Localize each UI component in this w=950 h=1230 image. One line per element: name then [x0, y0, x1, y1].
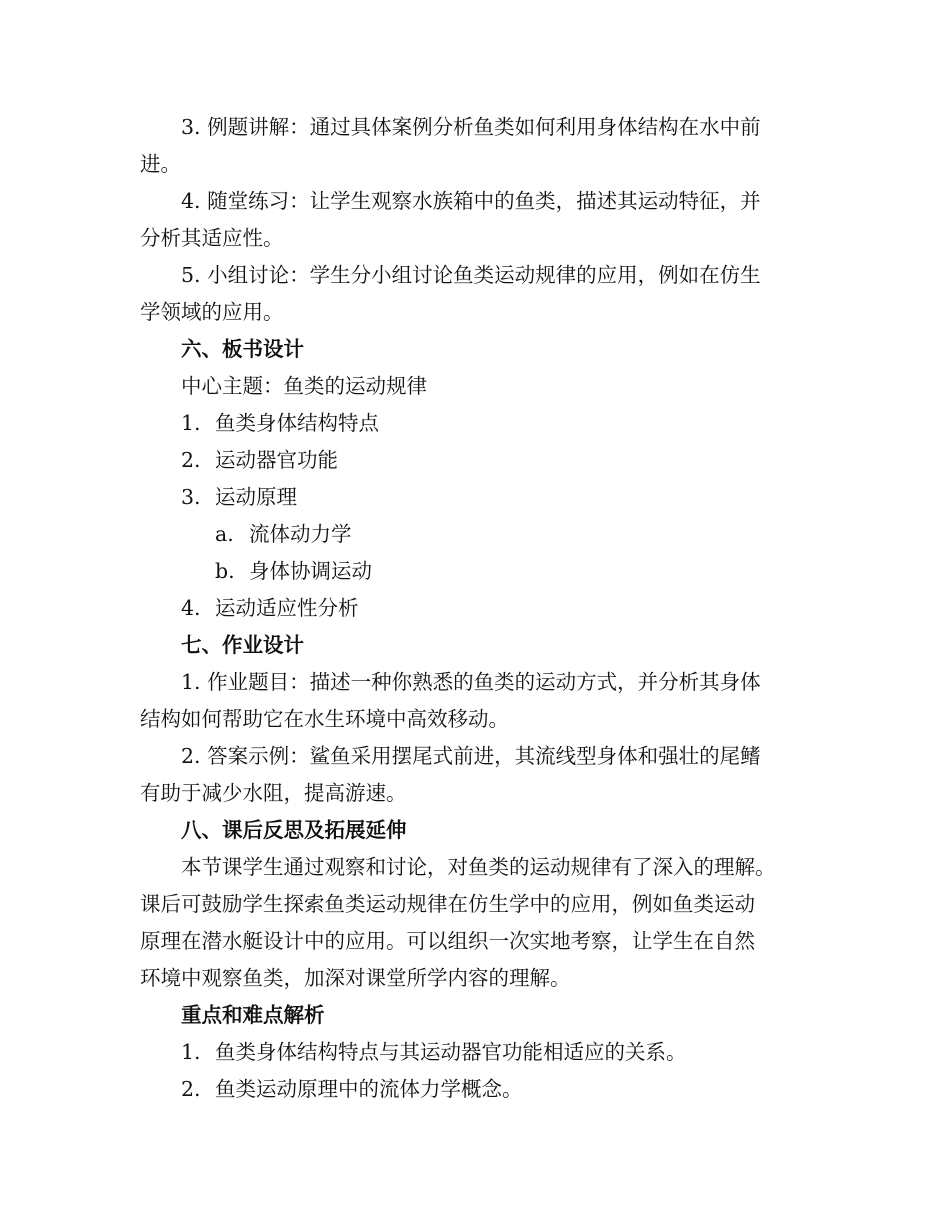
homework-2-line-1: 2. 答案示例：鲨鱼采用摆尾式前进，其流线型身体和强壮的尾鳍 — [181, 744, 761, 768]
step-4-line-2: 分析其适应性。 — [140, 226, 284, 250]
step-5-line-1: 5. 小组讨论：学生分小组讨论鱼类运动规律的应用，例如在仿生 — [181, 263, 761, 287]
board-item-2 — [140, 442, 808, 479]
board-center-topic: 中心主题：鱼类的运动规律 — [181, 374, 427, 398]
document-body — [140, 109, 808, 1108]
board-item-number: 4. — [181, 596, 201, 620]
key-point-1 — [140, 1034, 808, 1071]
section-7-heading: 七、作业设计 — [181, 633, 304, 657]
step-3-line-2: 进。 — [140, 152, 181, 176]
board-item-3 — [140, 479, 808, 516]
board-subitem-b — [140, 553, 808, 590]
homework-1-line-1: 1. 作业题目：描述一种你熟悉的鱼类的运动方式，并分析其身体 — [181, 670, 761, 694]
board-item-text: 鱼类身体结构特点 — [215, 411, 379, 435]
homework-1-line-2: 结构如何帮助它在水生环境中高效移动。 — [140, 707, 509, 731]
step-3-line-1: 3. 例题讲解：通过具体案例分析鱼类如何利用身体结构在水中前 — [181, 115, 761, 139]
board-subitem-text: 身体协调运动 — [249, 559, 372, 583]
key-point-text: 鱼类运动原理中的流体力学概念。 — [215, 1077, 523, 1101]
key-point-number: 1. — [181, 1040, 201, 1064]
board-subitem-text: 流体动力学 — [249, 522, 352, 546]
homework-2-line-2: 有助于减少水阻，提高游速。 — [140, 781, 407, 805]
board-subitem-letter: b. — [215, 559, 235, 583]
board-item-number: 2. — [181, 448, 201, 472]
board-subitem-letter: a. — [215, 522, 234, 546]
board-item-text: 运动适应性分析 — [215, 596, 359, 620]
key-point-text: 鱼类身体结构特点与其运动器官功能相适应的关系。 — [215, 1040, 687, 1064]
board-item-4 — [140, 590, 808, 627]
reflection-line-1: 本节课学生通过观察和讨论，对鱼类的运动规律有了深入的理解。 — [181, 855, 776, 879]
reflection-line-3: 原理在潜水艇设计中的应用。可以组织一次实地考察，让学生在自然 — [140, 929, 755, 953]
step-4-line-1: 4. 随堂练习：让学生观察水族箱中的鱼类，描述其运动特征，并 — [181, 189, 761, 213]
step-5-line-2: 学领域的应用。 — [140, 300, 284, 324]
board-item-1 — [140, 405, 808, 442]
key-points-heading: 重点和难点解析 — [181, 1003, 325, 1027]
reflection-line-4: 环境中观察鱼类，加深对课堂所学内容的理解。 — [140, 966, 571, 990]
board-subitem-a — [140, 516, 808, 553]
reflection-line-2: 课后可鼓励学生探索鱼类运动规律在仿生学中的应用，例如鱼类运动 — [140, 892, 755, 916]
board-item-number: 3. — [181, 485, 201, 509]
section-8-heading: 八、课后反思及拓展延伸 — [181, 818, 407, 842]
board-item-number: 1. — [181, 411, 201, 435]
key-point-number: 2. — [181, 1077, 201, 1101]
board-item-text: 运动器官功能 — [215, 448, 338, 472]
key-point-2 — [140, 1071, 808, 1108]
board-item-text: 运动原理 — [215, 485, 297, 509]
section-6-heading: 六、板书设计 — [181, 337, 304, 361]
